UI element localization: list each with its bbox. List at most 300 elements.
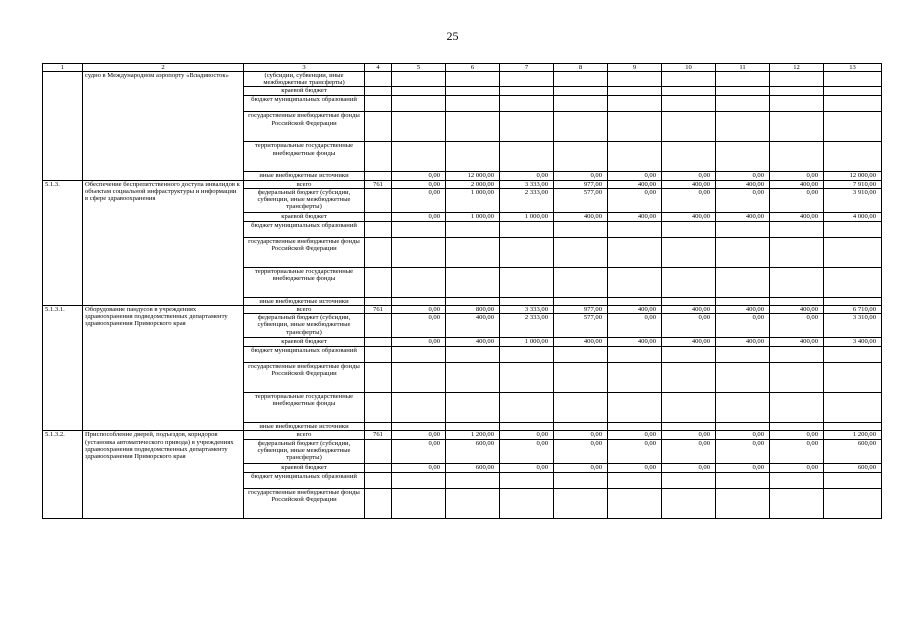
- amount-cell: [716, 297, 770, 305]
- amount-cell: 0,00: [608, 463, 662, 472]
- funding-source-cell: бюджет муниципальных образований: [244, 221, 365, 237]
- amount-cell: [500, 237, 554, 267]
- amount-cell: [770, 237, 824, 267]
- amount-cell: 800,00: [446, 306, 500, 314]
- header-cell: 5: [392, 64, 446, 72]
- amount-cell: [446, 142, 500, 172]
- header-cell: 1: [43, 64, 83, 72]
- amount-cell: [446, 363, 500, 393]
- table-row: [43, 431, 882, 439]
- funding-source-cell: всего: [244, 431, 365, 439]
- amount-cell: [770, 267, 824, 297]
- amount-cell: [446, 267, 500, 297]
- amount-cell: [662, 472, 716, 488]
- amount-cell: [554, 237, 608, 267]
- amount-cell: 1 200,00: [446, 431, 500, 439]
- amount-cell: [770, 96, 824, 112]
- amount-cell: [824, 142, 882, 172]
- grbs-cell: [365, 237, 392, 267]
- amount-cell: [608, 72, 662, 87]
- amount-cell: [662, 237, 716, 267]
- amount-cell: 400,00: [608, 338, 662, 347]
- grbs-cell: [365, 488, 392, 518]
- amount-cell: [500, 423, 554, 431]
- amount-cell: [554, 221, 608, 237]
- amount-cell: 0,00: [392, 314, 446, 338]
- amount-cell: [716, 237, 770, 267]
- amount-cell: 0,00: [662, 314, 716, 338]
- amount-cell: [446, 72, 500, 87]
- amount-cell: 0,00: [770, 439, 824, 463]
- amount-cell: [446, 393, 500, 423]
- amount-cell: [500, 87, 554, 96]
- amount-cell: 400,00: [716, 212, 770, 221]
- amount-cell: 400,00: [662, 180, 716, 188]
- amount-cell: 400,00: [446, 314, 500, 338]
- amount-cell: 600,00: [446, 439, 500, 463]
- amount-cell: [608, 488, 662, 518]
- grbs-cell: [365, 314, 392, 338]
- funding-source-cell: территориальные государственные внебюджетные фонды: [244, 267, 365, 297]
- amount-cell: [824, 472, 882, 488]
- amount-cell: 0,00: [662, 188, 716, 212]
- grbs-cell: [365, 423, 392, 431]
- amount-cell: 0,00: [500, 439, 554, 463]
- amount-cell: [554, 87, 608, 96]
- amount-cell: [716, 142, 770, 172]
- grbs-cell: [365, 172, 392, 180]
- amount-cell: [392, 363, 446, 393]
- amount-cell: [716, 267, 770, 297]
- amount-cell: [608, 363, 662, 393]
- funding-source-cell: территориальные государственные внебюджетные фонды: [244, 393, 365, 423]
- amount-cell: [446, 347, 500, 363]
- funding-source-cell: государственные внебюджетные фонды Российской Федерации: [244, 237, 365, 267]
- grbs-cell: [365, 112, 392, 142]
- table-row: [43, 180, 882, 188]
- amount-cell: [716, 488, 770, 518]
- amount-cell: 3 310,00: [824, 314, 882, 338]
- grbs-cell: [365, 267, 392, 297]
- item-code-cell: 5.1.3.: [43, 180, 83, 305]
- amount-cell: [392, 221, 446, 237]
- item-code-cell: [43, 72, 83, 181]
- amount-cell: [446, 488, 500, 518]
- amount-cell: 1 000,00: [446, 212, 500, 221]
- item-name-cell: судно в Международном аэропорту «Владивосток»: [83, 72, 244, 181]
- grbs-cell: [365, 96, 392, 112]
- amount-cell: [392, 488, 446, 518]
- amount-cell: [716, 221, 770, 237]
- amount-cell: [662, 221, 716, 237]
- amount-cell: 577,00: [554, 314, 608, 338]
- amount-cell: [554, 72, 608, 87]
- item-code-cell: 5.1.3.2.: [43, 431, 83, 518]
- amount-cell: [662, 112, 716, 142]
- amount-cell: [446, 423, 500, 431]
- amount-cell: [446, 297, 500, 305]
- header-cell: 7: [500, 64, 554, 72]
- page-number: 25: [446, 29, 459, 43]
- amount-cell: [554, 142, 608, 172]
- amount-cell: [608, 297, 662, 305]
- amount-cell: [554, 267, 608, 297]
- grbs-cell: [365, 463, 392, 472]
- amount-cell: [392, 72, 446, 87]
- amount-cell: [824, 237, 882, 267]
- funding-source-cell: краевой бюджет: [244, 87, 365, 96]
- amount-cell: 400,00: [716, 338, 770, 347]
- amount-cell: [608, 142, 662, 172]
- amount-cell: 3 910,00: [824, 188, 882, 212]
- amount-cell: 0,00: [608, 172, 662, 180]
- amount-cell: 400,00: [662, 338, 716, 347]
- amount-cell: [608, 112, 662, 142]
- amount-cell: [770, 393, 824, 423]
- amount-cell: [770, 221, 824, 237]
- amount-cell: [770, 72, 824, 87]
- amount-cell: [392, 237, 446, 267]
- amount-cell: [500, 267, 554, 297]
- amount-cell: [554, 472, 608, 488]
- grbs-cell: 761: [365, 431, 392, 439]
- amount-cell: [824, 488, 882, 518]
- header-cell: 10: [662, 64, 716, 72]
- amount-cell: [500, 221, 554, 237]
- amount-cell: [824, 423, 882, 431]
- item-name-cell: Обеспечение беспрепятственного доступа инвалидов к объектам социальной инфраструктуры и информации в сфере здравоохранения: [83, 180, 244, 305]
- amount-cell: [824, 297, 882, 305]
- item-code-cell: 5.1.3.1.: [43, 306, 83, 431]
- amount-cell: 0,00: [392, 188, 446, 212]
- amount-cell: 977,00: [554, 180, 608, 188]
- amount-cell: [716, 363, 770, 393]
- amount-cell: [662, 142, 716, 172]
- amount-cell: [500, 142, 554, 172]
- amount-cell: [662, 96, 716, 112]
- grbs-cell: [365, 363, 392, 393]
- amount-cell: 0,00: [500, 172, 554, 180]
- funding-source-cell: иные внебюджетные источники: [244, 297, 365, 305]
- funding-source-cell: федеральный бюджет (субсидии, субвенции, иные межбюджетные трансферты): [244, 439, 365, 463]
- amount-cell: 0,00: [608, 188, 662, 212]
- grbs-cell: [365, 221, 392, 237]
- amount-cell: 0,00: [554, 431, 608, 439]
- amount-cell: [608, 96, 662, 112]
- amount-cell: 0,00: [392, 306, 446, 314]
- amount-cell: [770, 347, 824, 363]
- amount-cell: [824, 267, 882, 297]
- amount-cell: 0,00: [392, 431, 446, 439]
- funding-source-cell: всего: [244, 180, 365, 188]
- amount-cell: [662, 363, 716, 393]
- amount-cell: 0,00: [392, 180, 446, 188]
- amount-cell: [662, 297, 716, 305]
- amount-cell: [662, 72, 716, 87]
- amount-cell: 0,00: [662, 172, 716, 180]
- amount-cell: 6 710,00: [824, 306, 882, 314]
- amount-cell: [392, 423, 446, 431]
- amount-cell: [554, 347, 608, 363]
- program-finance-table: [42, 63, 882, 519]
- amount-cell: 0,00: [716, 431, 770, 439]
- funding-source-cell: всего: [244, 306, 365, 314]
- amount-cell: 600,00: [446, 463, 500, 472]
- amount-cell: 0,00: [716, 188, 770, 212]
- amount-cell: 400,00: [446, 338, 500, 347]
- amount-cell: [500, 472, 554, 488]
- amount-cell: 12 000,00: [446, 172, 500, 180]
- amount-cell: 400,00: [608, 306, 662, 314]
- amount-cell: 1 200,00: [824, 431, 882, 439]
- table-body: [43, 64, 882, 519]
- amount-cell: 0,00: [662, 439, 716, 463]
- grbs-cell: [365, 142, 392, 172]
- amount-cell: [716, 472, 770, 488]
- funding-source-cell: территориальные государственные внебюджетные фонды: [244, 142, 365, 172]
- amount-cell: 400,00: [608, 180, 662, 188]
- header-cell: 4: [365, 64, 392, 72]
- amount-cell: [608, 393, 662, 423]
- grbs-cell: [365, 297, 392, 305]
- amount-cell: [770, 472, 824, 488]
- amount-cell: 0,00: [770, 172, 824, 180]
- amount-cell: [662, 488, 716, 518]
- amount-cell: [716, 72, 770, 87]
- amount-cell: 0,00: [392, 172, 446, 180]
- amount-cell: [446, 221, 500, 237]
- amount-cell: [716, 96, 770, 112]
- amount-cell: 0,00: [392, 212, 446, 221]
- funding-source-cell: бюджет муниципальных образований: [244, 472, 365, 488]
- amount-cell: 0,00: [662, 463, 716, 472]
- amount-cell: [446, 87, 500, 96]
- amount-cell: 0,00: [770, 314, 824, 338]
- amount-cell: [824, 393, 882, 423]
- amount-cell: [824, 96, 882, 112]
- grbs-cell: [365, 347, 392, 363]
- funding-source-cell: краевой бюджет: [244, 212, 365, 221]
- amount-cell: [608, 423, 662, 431]
- header-cell: 2: [83, 64, 244, 72]
- amount-cell: [662, 423, 716, 431]
- amount-cell: [608, 87, 662, 96]
- funding-source-cell: государственные внебюджетные фонды Российской Федерации: [244, 488, 365, 518]
- funding-source-cell: (субсидии, субвенции, иные межбюджетные трансферты): [244, 72, 365, 87]
- amount-cell: [716, 393, 770, 423]
- amount-cell: 2 333,00: [500, 188, 554, 212]
- amount-cell: 977,00: [554, 306, 608, 314]
- grbs-cell: 761: [365, 306, 392, 314]
- amount-cell: 577,00: [554, 188, 608, 212]
- amount-cell: [770, 142, 824, 172]
- amount-cell: [554, 423, 608, 431]
- amount-cell: [500, 363, 554, 393]
- amount-cell: [446, 472, 500, 488]
- amount-cell: [392, 87, 446, 96]
- amount-cell: [446, 112, 500, 142]
- amount-cell: 600,00: [824, 463, 882, 472]
- amount-cell: 0,00: [716, 463, 770, 472]
- amount-cell: 400,00: [770, 306, 824, 314]
- amount-cell: 400,00: [716, 306, 770, 314]
- amount-cell: 0,00: [608, 439, 662, 463]
- amount-cell: 0,00: [770, 188, 824, 212]
- amount-cell: 0,00: [500, 463, 554, 472]
- amount-cell: 0,00: [608, 314, 662, 338]
- amount-cell: [662, 267, 716, 297]
- amount-cell: 0,00: [608, 431, 662, 439]
- grbs-cell: [365, 72, 392, 87]
- amount-cell: [392, 267, 446, 297]
- table-row: [43, 306, 882, 314]
- amount-cell: [608, 267, 662, 297]
- header-cell: 6: [446, 64, 500, 72]
- amount-cell: 400,00: [770, 338, 824, 347]
- funding-source-cell: иные внебюджетные источники: [244, 172, 365, 180]
- grbs-cell: [365, 393, 392, 423]
- amount-cell: [824, 363, 882, 393]
- amount-cell: [770, 112, 824, 142]
- amount-cell: 3 333,00: [500, 180, 554, 188]
- header-cell: 13: [824, 64, 882, 72]
- amount-cell: [824, 112, 882, 142]
- amount-cell: 0,00: [716, 172, 770, 180]
- funding-source-cell: государственные внебюджетные фонды Российской Федерации: [244, 112, 365, 142]
- amount-cell: 1 000,00: [446, 188, 500, 212]
- grbs-cell: [365, 472, 392, 488]
- amount-cell: 400,00: [554, 338, 608, 347]
- amount-cell: [500, 347, 554, 363]
- amount-cell: [716, 112, 770, 142]
- amount-cell: [392, 297, 446, 305]
- amount-cell: 1 000,00: [500, 338, 554, 347]
- item-name-cell: Приспособление дверей, подъездов, коридоров (установка автоматического привода) в учреждениях здравоохранения подведомственных департаменту здравоохранения Приморского края: [83, 431, 244, 518]
- amount-cell: 400,00: [608, 212, 662, 221]
- amount-cell: 0,00: [770, 431, 824, 439]
- amount-cell: [554, 112, 608, 142]
- amount-cell: [824, 221, 882, 237]
- amount-cell: [446, 96, 500, 112]
- amount-cell: [770, 363, 824, 393]
- amount-cell: [608, 221, 662, 237]
- amount-cell: 0,00: [554, 439, 608, 463]
- amount-cell: [770, 423, 824, 431]
- funding-source-cell: государственные внебюджетные фонды Российской Федерации: [244, 363, 365, 393]
- amount-cell: 0,00: [500, 431, 554, 439]
- amount-cell: 0,00: [662, 431, 716, 439]
- header-cell: 9: [608, 64, 662, 72]
- amount-cell: [770, 297, 824, 305]
- amount-cell: [392, 472, 446, 488]
- amount-cell: 2 333,00: [500, 314, 554, 338]
- amount-cell: 400,00: [554, 212, 608, 221]
- amount-cell: [716, 423, 770, 431]
- header-cell: 3: [244, 64, 365, 72]
- amount-cell: 0,00: [716, 314, 770, 338]
- amount-cell: [500, 112, 554, 142]
- amount-cell: 0,00: [392, 439, 446, 463]
- amount-cell: [446, 237, 500, 267]
- grbs-cell: [365, 338, 392, 347]
- amount-cell: 400,00: [662, 306, 716, 314]
- amount-cell: [662, 393, 716, 423]
- amount-cell: [716, 347, 770, 363]
- amount-cell: [554, 393, 608, 423]
- amount-cell: [392, 112, 446, 142]
- amount-cell: 3 400,00: [824, 338, 882, 347]
- header-cell: 8: [554, 64, 608, 72]
- amount-cell: [554, 96, 608, 112]
- amount-cell: [608, 237, 662, 267]
- amount-cell: [824, 347, 882, 363]
- funding-source-cell: иные внебюджетные источники: [244, 423, 365, 431]
- amount-cell: 400,00: [770, 180, 824, 188]
- amount-cell: [500, 297, 554, 305]
- amount-cell: [392, 347, 446, 363]
- amount-cell: [824, 72, 882, 87]
- amount-cell: [608, 472, 662, 488]
- grbs-cell: [365, 212, 392, 221]
- amount-cell: 400,00: [716, 180, 770, 188]
- amount-cell: [662, 87, 716, 96]
- funding-source-cell: краевой бюджет: [244, 463, 365, 472]
- amount-cell: [608, 347, 662, 363]
- grbs-cell: 761: [365, 180, 392, 188]
- amount-cell: 400,00: [770, 212, 824, 221]
- amount-cell: 1 000,00: [500, 212, 554, 221]
- amount-cell: [500, 72, 554, 87]
- amount-cell: [554, 488, 608, 518]
- amount-cell: [824, 87, 882, 96]
- amount-cell: 0,00: [554, 463, 608, 472]
- amount-cell: 600,00: [824, 439, 882, 463]
- amount-cell: [500, 96, 554, 112]
- amount-cell: [770, 488, 824, 518]
- amount-cell: 0,00: [392, 463, 446, 472]
- amount-cell: [716, 87, 770, 96]
- grbs-cell: [365, 439, 392, 463]
- column-number-header-row: [43, 64, 882, 72]
- funding-source-cell: федеральный бюджет (субсидии, субвенции, иные межбюджетные трансферты): [244, 188, 365, 212]
- header-cell: 12: [770, 64, 824, 72]
- amount-cell: 2 000,00: [446, 180, 500, 188]
- amount-cell: 0,00: [554, 172, 608, 180]
- header-cell: 11: [716, 64, 770, 72]
- amount-cell: [770, 87, 824, 96]
- amount-cell: 0,00: [770, 463, 824, 472]
- item-name-cell: Оборудование пандусов в учреждениях здравоохранения подведомственных департаменту здравоохранения Приморского края: [83, 306, 244, 431]
- amount-cell: [392, 96, 446, 112]
- amount-cell: 4 000,00: [824, 212, 882, 221]
- amount-cell: 3 333,00: [500, 306, 554, 314]
- funding-source-cell: федеральный бюджет (субсидии, субвенции, иные межбюджетные трансферты): [244, 314, 365, 338]
- amount-cell: [554, 363, 608, 393]
- amount-cell: 12 000,00: [824, 172, 882, 180]
- amount-cell: 0,00: [716, 439, 770, 463]
- amount-cell: 400,00: [662, 212, 716, 221]
- amount-cell: [662, 347, 716, 363]
- amount-cell: [554, 297, 608, 305]
- amount-cell: [392, 393, 446, 423]
- amount-cell: [392, 142, 446, 172]
- amount-cell: [500, 488, 554, 518]
- funding-source-cell: бюджет муниципальных образований: [244, 96, 365, 112]
- amount-cell: 7 910,00: [824, 180, 882, 188]
- table-row: [43, 72, 882, 87]
- grbs-cell: [365, 87, 392, 96]
- funding-source-cell: бюджет муниципальных образований: [244, 347, 365, 363]
